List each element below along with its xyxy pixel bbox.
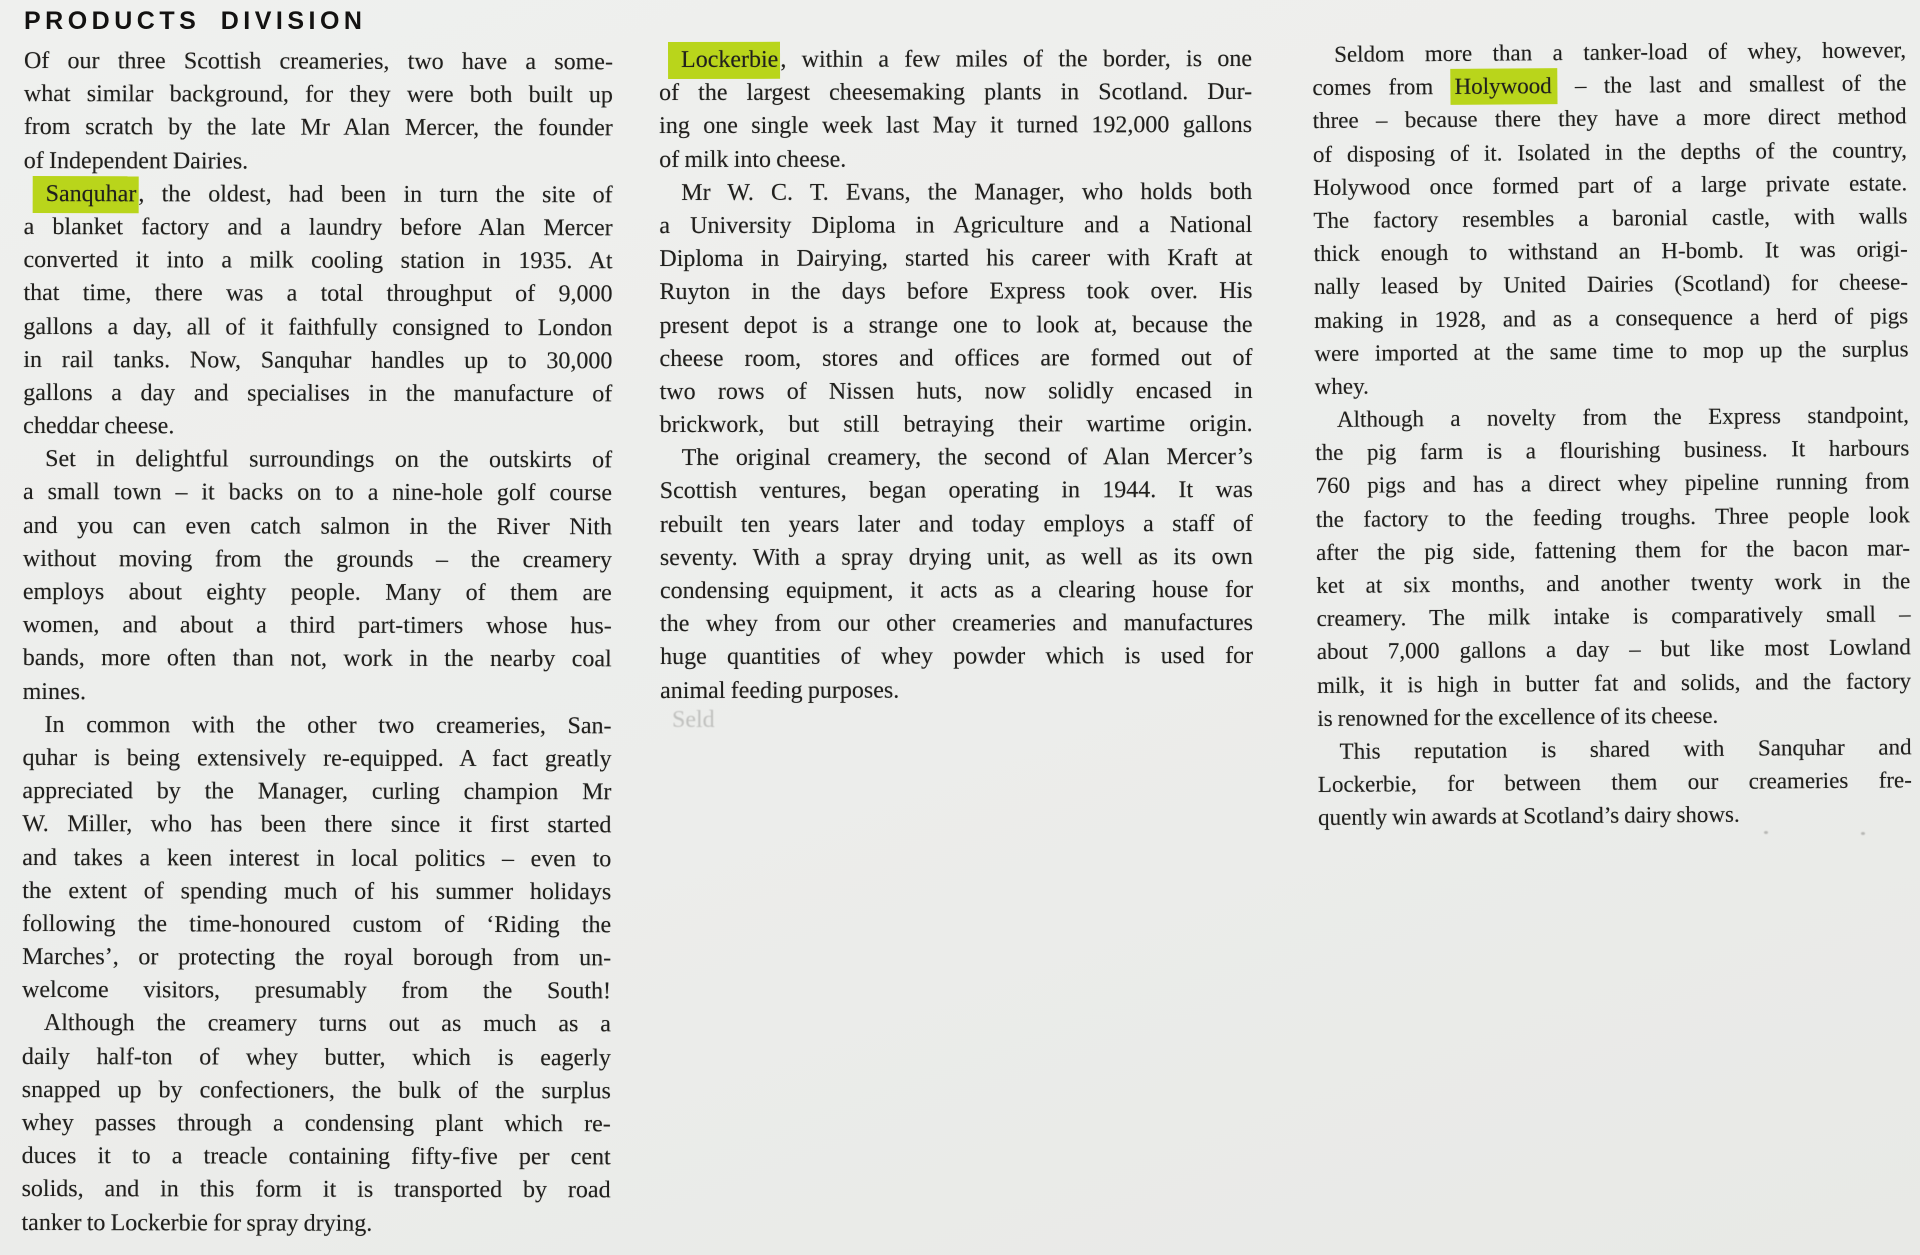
text-line: Lockerbie, for between them our creameries fre- bbox=[1317, 767, 1912, 798]
text-line: women, and about a third part-timers whose hus- bbox=[22, 612, 612, 640]
text-line: Although the creamery turns out as much as a bbox=[43, 1010, 611, 1038]
text-line: the extent of spending much of his summer holidays bbox=[22, 877, 612, 905]
text-line: Sanquhar, the oldest, had been in turn the site of bbox=[24, 178, 613, 212]
text-line: Diploma in Dairying, started his career with Kraft at bbox=[659, 245, 1253, 273]
text-column-2 bbox=[659, 43, 1253, 708]
text-line: in rail tanks. Now, Sanquhar handles up to 30,000 bbox=[23, 346, 613, 374]
text-line: Seldom more than a tanker-load of whey, however, bbox=[1334, 37, 1907, 67]
text-line: from scratch by the late Mr Alan Mercer, the founder bbox=[23, 114, 613, 142]
text-line: thick enough to withstand an H-bomb. It was origi- bbox=[1313, 236, 1908, 267]
text-line: Holywood once formed part of a large private estate. bbox=[1313, 170, 1908, 200]
text-line: milk, it is high in butter fat and solids, and the factory bbox=[1316, 667, 1912, 698]
text-line: the whey from our other creameries and manufactures bbox=[659, 610, 1254, 638]
text-line: without moving from the grounds – the creamery bbox=[22, 545, 612, 574]
text-line: quhar is being extensively re-equipped. A fact greatly bbox=[22, 744, 612, 773]
text-line: W. Miller, who has been there since it first started bbox=[22, 811, 612, 839]
text-line: ket at six months, and another twenty work in the bbox=[1316, 568, 1911, 598]
text-line: about 7,000 gallons a day – but like most Lowland bbox=[1316, 634, 1911, 665]
text-line: tanker to Lockerbie for spray drying. bbox=[21, 1209, 373, 1237]
text-column-3 bbox=[1312, 33, 1912, 834]
text-line: of disposing of it. Isolated in the depths of the country, bbox=[1312, 136, 1907, 167]
text-line: 760 pigs and has a direct whey pipeline running from bbox=[1315, 468, 1910, 499]
page-title: PRODUCTS DIVISION bbox=[24, 7, 367, 35]
text-line: and takes a keen interest in local politics – even to bbox=[22, 844, 612, 872]
text-line: The factory resembles a baronial castle, with walls bbox=[1313, 203, 1908, 233]
text-line: rebuilt ten years later and today employs a staff of bbox=[659, 510, 1253, 538]
text-line: Mr W. C. T. Evans, the Manager, who holds both bbox=[681, 178, 1253, 206]
scan-speck bbox=[1861, 832, 1865, 835]
highlighted-term: Holywood bbox=[1450, 68, 1557, 105]
text-line: following the time-honoured custom of ‘Riding the bbox=[22, 910, 612, 939]
text-line: comes from Holywood – the last and smallest of the bbox=[1312, 67, 1906, 105]
text-line: a University Diploma in Agriculture and a National bbox=[659, 211, 1253, 239]
text-line: huge quantities of whey powder which is used for bbox=[660, 643, 1254, 671]
scan-artifact-fragment: Seld bbox=[672, 707, 715, 733]
text-line: seventy. With a spray drying unit, as well as its own bbox=[659, 543, 1253, 571]
text-line: the pig farm is a flourishing business. It harbours bbox=[1315, 435, 1910, 466]
text-line: nally leased by United Dairies (Scotland) for cheese- bbox=[1313, 269, 1909, 300]
text-line: animal feeding purposes. bbox=[660, 677, 900, 704]
text-line: what similar background, for they were both built up bbox=[23, 81, 613, 109]
text-line: whey. bbox=[1314, 373, 1369, 399]
text-line: employs about eighty people. Many of them are bbox=[22, 578, 612, 607]
text-line: were imported at the same time to mop up the surplus bbox=[1314, 336, 1909, 366]
text-line: Of our three Scottish creameries, two have a some- bbox=[23, 47, 613, 76]
scan-speck bbox=[1764, 831, 1768, 834]
text-line: The original creamery, the second of Alan Mercer’s bbox=[681, 444, 1253, 472]
text-line: This reputation is shared with Sanquhar and bbox=[1339, 734, 1912, 764]
text-line: duces it to a treacle containing fifty-five per cent bbox=[21, 1143, 611, 1171]
highlighted-term: Lockerbie bbox=[668, 42, 780, 79]
text-line: present depot is a strange one to look at, because the bbox=[659, 311, 1253, 339]
text-line: Marches’, or protecting the royal borough from un- bbox=[22, 944, 612, 972]
text-line: two rows of Nissen huts, now solidly encased in bbox=[659, 377, 1253, 405]
text-line: appreciated by the Manager, curling champion Mr bbox=[22, 778, 612, 806]
text-line: Ruyton in the days before Express took over. His bbox=[659, 278, 1253, 306]
highlighted-term: Sanquhar bbox=[33, 176, 139, 213]
text-line: cheese room, stores and offices are formed out of bbox=[659, 344, 1253, 372]
text-line: Set in delightful surroundings on the outskirts of bbox=[45, 446, 613, 474]
text-line: gallons a day, all of it faithfully consigned to London bbox=[23, 313, 613, 341]
text-line: bands, more often than not, work in the nearby coal bbox=[22, 645, 612, 673]
text-line: cheddar cheese. bbox=[23, 413, 175, 440]
text-line: welcome visitors, presumably from the South! bbox=[21, 977, 612, 1005]
text-line: a small town – it backs on to a nine-hole golf course bbox=[23, 479, 613, 507]
text-line: and you can even catch salmon in the River Nith bbox=[22, 512, 613, 540]
text-line: In common with the other two creameries, San- bbox=[44, 711, 612, 739]
text-line: brickwork, but still betraying their wartime origin. bbox=[659, 411, 1253, 439]
text-line: of Independent Dairies. bbox=[23, 147, 249, 175]
text-line: gallons a day and specialises in the manufacture of bbox=[23, 379, 613, 408]
text-line: the factory to the feeding troughs. Three people look bbox=[1315, 501, 1910, 532]
text-line: whey passes through a condensing plant which re- bbox=[21, 1109, 611, 1138]
text-line: daily half-ton of whey butter, which is eagerly bbox=[21, 1043, 611, 1071]
text-line: of milk into cheese. bbox=[659, 146, 847, 173]
text-line: a blanket factory and a laundry before Alan Mercer bbox=[23, 213, 613, 242]
text-line: condensing equipment, it acts as a clearing house for bbox=[659, 576, 1253, 604]
text-line: is renowned for the excellence of its cheese. bbox=[1317, 702, 1719, 731]
text-line: mines. bbox=[22, 678, 87, 705]
text-line: three – because there they have a more direct method bbox=[1312, 103, 1907, 134]
text-line: creamery. The milk intake is comparatively small – bbox=[1316, 601, 1911, 632]
text-line: after the pig side, fattening them for the bacon mar- bbox=[1315, 535, 1911, 565]
text-line: Although a novelty from the Express standpoint, bbox=[1336, 402, 1910, 432]
text-line: ing one single week last May it turned 192,000 gallons bbox=[659, 112, 1253, 140]
text-line: that time, there was a total throughput of 9,000 bbox=[23, 280, 613, 308]
text-line: snapped up by confectioners, the bulk of the surplus bbox=[21, 1076, 611, 1105]
text-line: quently win awards at Scotland’s dairy shows. bbox=[1318, 801, 1740, 831]
text-line: of the largest cheesemaking plants in Scotland. Dur- bbox=[659, 79, 1253, 107]
text-line: Scottish ventures, began operating in 1944. It was bbox=[659, 477, 1253, 505]
text-line: making in 1928, and as a consequence a herd of pigs bbox=[1314, 302, 1909, 333]
text-line: Lockerbie, within a few miles of the border, is one bbox=[659, 43, 1252, 77]
text-column-1 bbox=[21, 45, 613, 1241]
text-line: converted it into a milk cooling station in 1935. At bbox=[23, 247, 613, 275]
text-line: solids, and in this form it is transported by road bbox=[21, 1176, 611, 1204]
